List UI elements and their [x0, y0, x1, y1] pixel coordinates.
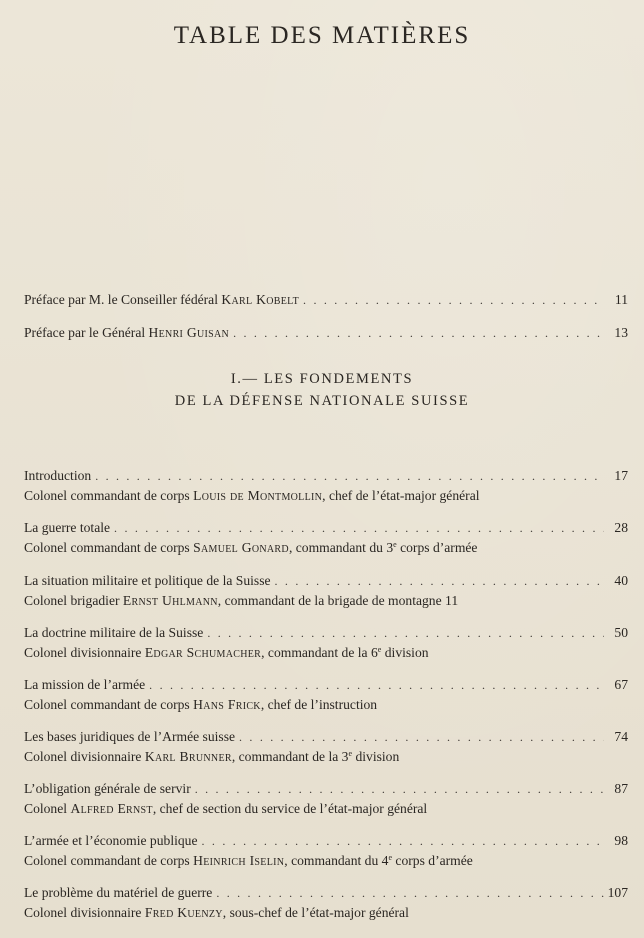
toc-entry[interactable]: [24, 831, 628, 871]
toc-entry-preface-guisan[interactable]: [24, 323, 628, 343]
toc-entry[interactable]: [24, 518, 628, 558]
entry-author: Colonel commandant de corps Hans Frick, chef de l’instruction: [24, 697, 378, 712]
entry-title: L’obligation générale de servir: [24, 781, 191, 796]
page-number: 40: [614, 573, 628, 588]
toc-entry[interactable]: [24, 466, 628, 506]
dot-leader: [275, 571, 604, 591]
dot-leader: [149, 675, 604, 695]
dot-leader: [233, 323, 604, 343]
entry-title: Les bases juridiques de l’Armée suisse: [24, 729, 236, 744]
show-through-text: [24, 70, 624, 270]
page-number: 87: [614, 781, 628, 796]
dot-leader: [207, 623, 604, 643]
person-name: Heinrich Iselin: [193, 853, 285, 868]
page-number: 50: [614, 625, 628, 640]
person-name: Edgar Schumacher: [144, 645, 262, 660]
entry-title: Introduction: [24, 468, 92, 483]
toc-entry[interactable]: [24, 571, 628, 611]
person-name: Karl Brunner: [144, 749, 232, 764]
entry-author: Colonel commandant de corps Heinrich Iselin, commandant du 4e corps d’armée: [24, 853, 473, 868]
dot-leader: [303, 290, 604, 310]
entry-author: Colonel commandant de corps Samuel Gonard, commandant du 3e corps d’armée: [24, 540, 478, 555]
dot-leader: [202, 831, 604, 851]
entry-title: Préface par M. le Conseiller fédéral Karl Kobelt: [24, 292, 300, 307]
page-number: 74: [614, 729, 628, 744]
person-name: Ernst Uhlmann: [122, 593, 218, 608]
entry-author: Colonel commandant de corps Louis de Montmollin, chef de l’état-major général: [24, 488, 480, 503]
page-number: 28: [614, 520, 628, 535]
person-name: Hans Frick: [193, 697, 261, 712]
page-number: 17: [614, 468, 628, 483]
page-number: 67: [614, 677, 628, 692]
person-name: Samuel Gonard: [193, 540, 289, 555]
entry-title: Préface par le Général Henri Guisan: [24, 325, 230, 340]
toc-entry[interactable]: [24, 623, 628, 663]
person-name: Louis de Montmollin: [193, 488, 323, 503]
page-number: 13: [614, 325, 628, 340]
toc-entry[interactable]: [24, 675, 628, 715]
page-title: TABLE DES MATIÈRES: [173, 22, 471, 49]
person-name: Fred Kuenzy: [144, 905, 223, 920]
entry-author: Colonel divisionnaire Fred Kuenzy, sous-chef de l’état-major général: [24, 905, 409, 920]
entry-title: La situation militaire et politique de la Suisse: [24, 573, 271, 588]
entry-author: Colonel brigadier Ernst Uhlmann, commandant de la brigade de montagne 11: [24, 593, 459, 608]
page-number: 11: [614, 292, 628, 307]
page-number: 98: [614, 833, 628, 848]
section-heading-line-1: I.— LES FONDEMENTS: [230, 371, 414, 387]
dot-leader: [216, 883, 603, 903]
section-heading-line-2: DE LA DÉFENSE NATIONALE SUISSE: [174, 393, 470, 409]
toc-entry[interactable]: [24, 727, 628, 767]
entry-author: Colonel divisionnaire Edgar Schumacher, commandant de la 6e division: [24, 645, 429, 660]
entry-title: Le problème du matériel de guerre: [24, 885, 213, 900]
toc-entry-preface-kobelt[interactable]: [24, 290, 628, 310]
toc-entry[interactable]: [24, 883, 628, 923]
dot-leader: [239, 727, 604, 747]
toc-entry[interactable]: [24, 779, 628, 819]
entry-title: La doctrine militaire de la Suisse: [24, 625, 204, 640]
entry-title: L’armée et l’économie publique: [24, 833, 198, 848]
person-name: Karl Kobelt: [221, 292, 300, 307]
section-heading: [0, 368, 644, 412]
entry-author: Colonel divisionnaire Karl Brunner, commandant de la 3e division: [24, 749, 400, 764]
dot-leader: [195, 779, 604, 799]
dot-leader: [114, 518, 604, 538]
entry-title: La mission de l’armée: [24, 677, 146, 692]
page-number: 107: [607, 885, 628, 900]
person-name: Alfred Ernst: [70, 801, 153, 816]
person-name: Henri Guisan: [148, 325, 230, 340]
dot-leader: [95, 466, 604, 486]
entry-author: Colonel Alfred Ernst, chef de section du service de l’état-major général: [24, 801, 428, 816]
entry-title: La guerre totale: [24, 520, 111, 535]
